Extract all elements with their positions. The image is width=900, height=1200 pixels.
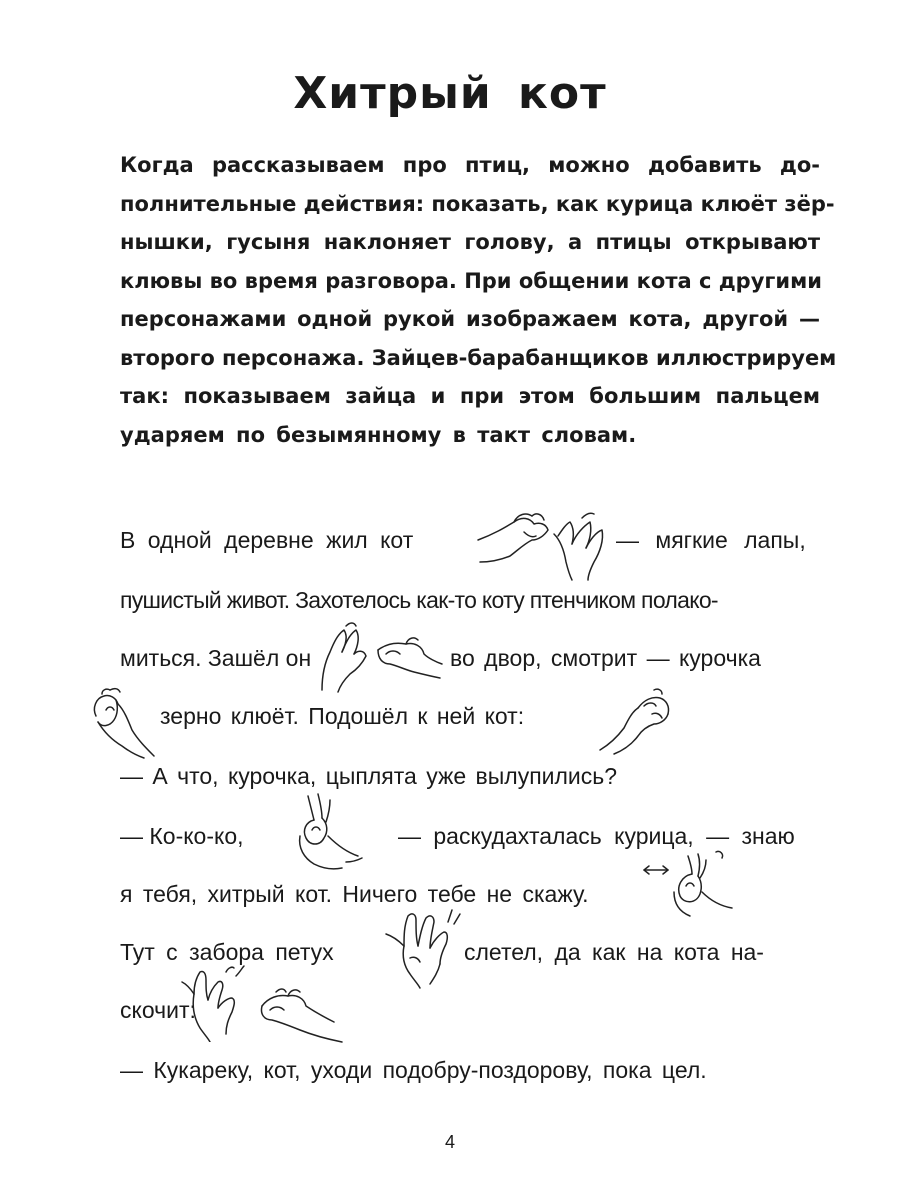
story-fragment: — раскудахталась курица, — знаю bbox=[398, 823, 795, 849]
intro-line: Когда рассказываем про птиц, можно добавить до- bbox=[120, 153, 820, 177]
rooster-hand-gesture-icon bbox=[176, 964, 256, 1042]
cat-hand-gesture-icon bbox=[596, 686, 674, 756]
page-number: 4 bbox=[444, 1132, 455, 1152]
hen-hand-gesture-icon bbox=[88, 686, 156, 760]
intro-line: клювы во время разговора. При общении кота с другими bbox=[120, 268, 822, 293]
story-line bbox=[120, 874, 589, 914]
story-line bbox=[120, 1050, 707, 1090]
hen-hand-gesture-icon bbox=[292, 792, 364, 872]
story-line bbox=[120, 816, 244, 856]
story-fragment: зерно клюёт. Подошёл к ней кот: bbox=[160, 703, 525, 729]
story-line bbox=[464, 932, 764, 972]
instructions-paragraph bbox=[120, 146, 837, 454]
story-fragment: пушистый живот. Захотелось как-то коту птенчиком полако- bbox=[120, 587, 718, 613]
page-title: Хитрый кот bbox=[293, 68, 607, 119]
story-fragment: В одной деревне жил кот bbox=[120, 527, 414, 553]
story-fragment: миться. Зашёл он bbox=[120, 645, 312, 671]
story-line bbox=[616, 520, 806, 560]
intro-line: второго персонажа. Зайцев-барабанщиков иллюстрируем bbox=[120, 345, 837, 370]
cat-walk-hand-gesture-icon bbox=[256, 984, 346, 1044]
intro-line: полнительные действия: показать, как курица клюёт зёр- bbox=[120, 191, 835, 216]
intro-line: так: показываем зайца и при этом большим пальцем bbox=[120, 384, 820, 408]
story-line bbox=[450, 638, 761, 678]
story-line bbox=[160, 696, 524, 736]
story-fragment: во двор, смотрит — курочка bbox=[450, 645, 761, 671]
story-line bbox=[120, 520, 413, 560]
cat-hand-gesture-icon bbox=[474, 500, 614, 582]
story-line bbox=[120, 756, 617, 796]
cat-walk-hand-gesture-icon bbox=[316, 614, 446, 694]
intro-line: ударяем по безымянному в такт словам. bbox=[120, 422, 637, 447]
story-fragment: — Кукареку, кот, уходи подобру-поздорову, пока цел. bbox=[120, 1057, 707, 1083]
story-fragment: — А что, курочка, цыплята уже вылупились? bbox=[120, 763, 618, 789]
story-fragment: скочит: bbox=[120, 997, 196, 1023]
story-line bbox=[120, 638, 311, 678]
story-fragment: — Ко-ко-ко, bbox=[120, 823, 244, 849]
story-fragment: Тут с забора петух bbox=[120, 939, 334, 965]
story-fragment: — мягкие лапы, bbox=[616, 527, 806, 553]
rooster-hand-gesture-icon bbox=[382, 906, 462, 990]
intro-line: нышки, гусыня наклоняет голову, а птицы открывают bbox=[120, 230, 820, 254]
intro-line: персонажами одной рукой изображаем кота, другой — bbox=[120, 307, 820, 331]
story-fragment: слетел, да как на кота на- bbox=[464, 939, 764, 965]
story-fragment: я тебя, хитрый кот. Ничего тебе не скажу. bbox=[120, 881, 589, 907]
hen-hand-gesture-icon bbox=[640, 848, 740, 920]
